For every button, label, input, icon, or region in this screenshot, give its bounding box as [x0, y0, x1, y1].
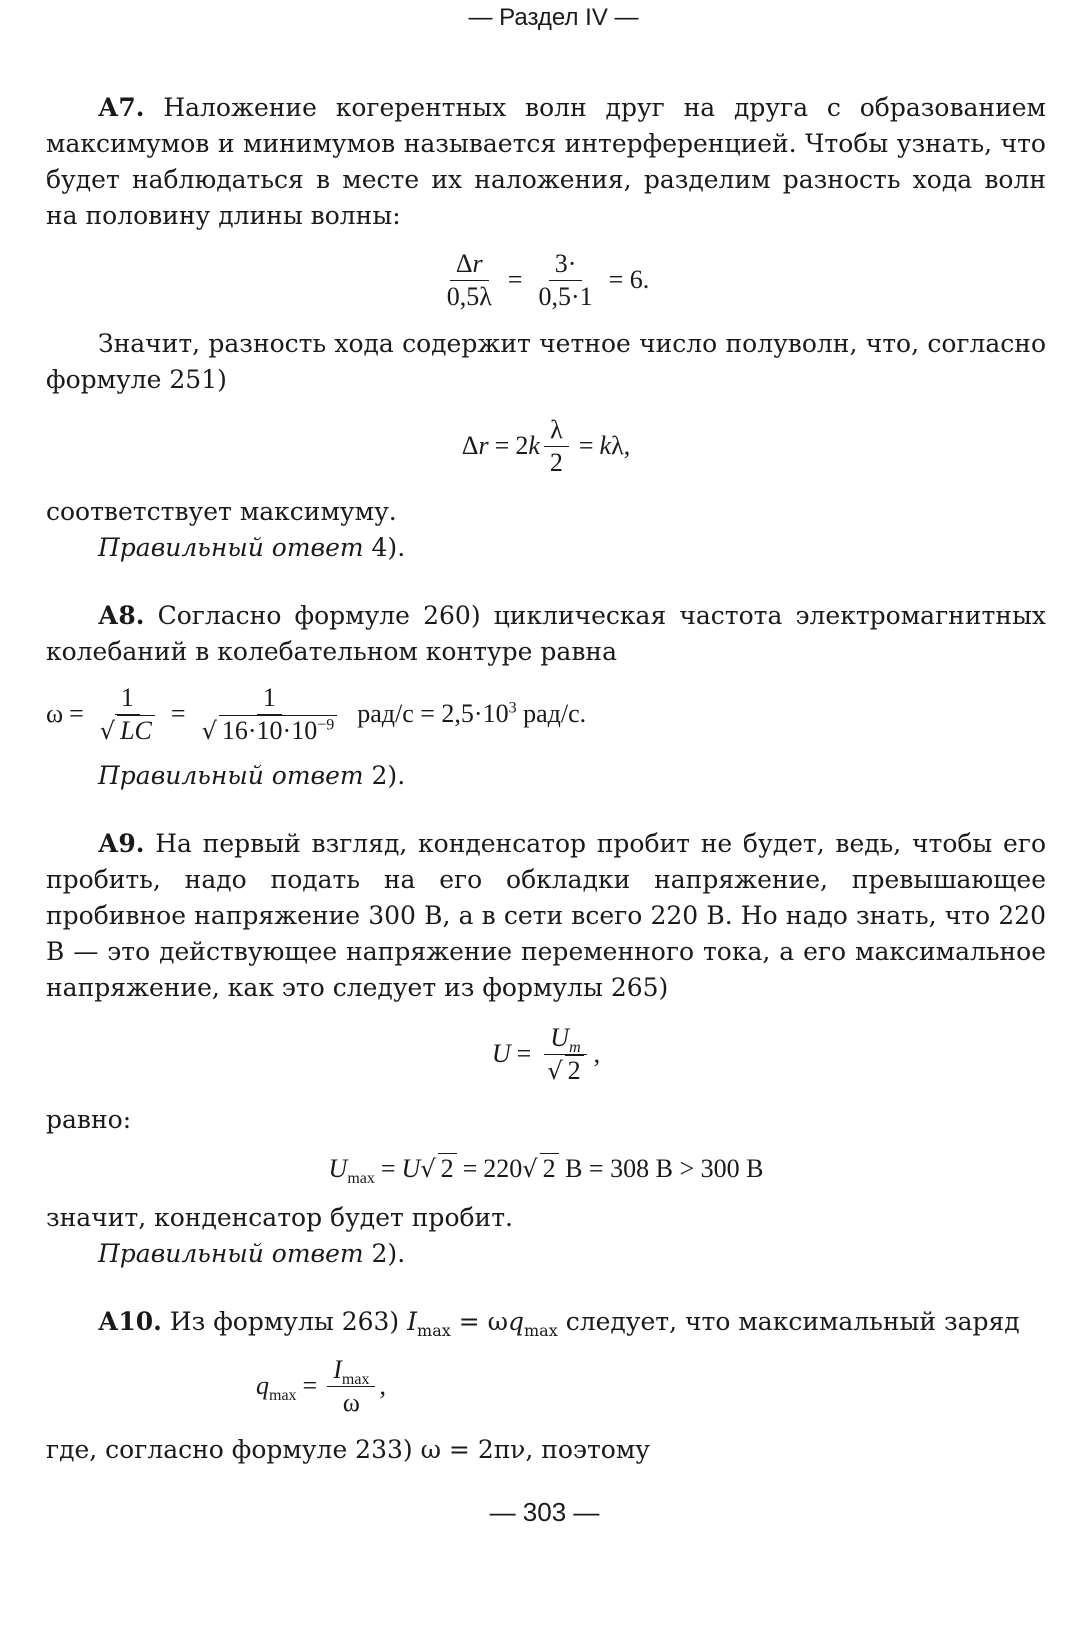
problem-a7-text2: Значит, разность хода содержит четное число полуволн, что, согласно формуле 251)	[46, 329, 1046, 394]
formula-a7-max: Δr = 2k $\frac{\lambda}{2}$ = kλ,	[461, 414, 631, 477]
answer-a9: Правильный ответ 2).	[98, 1239, 406, 1268]
page-number: — 303 —	[489, 1497, 600, 1527]
problem-a9-text: А9. На первый взгляд, конденсатор пробит не будет, ведь, чтобы его пробить, надо подать на его обкладки напряжение, превышающее пробивное напряжение 300 В, а в сети всего 220 В. Но надо знать, что 220 В — это действующее напряжение переменного тока, а его максимальное напряжение, как это следует из формулы 265)	[46, 829, 1046, 1002]
formula-a8-omega: ω = $\frac{1}{√ LC}$ = $\frac{1}{√ 16\cdot 10\cdot 10^{-9}}$ $рад/с = 2,5\cdot 10^3$ рад/с.	[46, 682, 587, 745]
problem-a10-text2: где, согласно формуле 233) ω = 2πν, поэтому	[46, 1435, 651, 1464]
problem-a9-text3: значит, конденсатор будет пробит.	[46, 1203, 513, 1232]
answer-a8: Правильный ответ 2).	[98, 761, 406, 790]
problem-a7-text3: соответствует максимуму.	[46, 497, 397, 526]
formula-a9-effective: U = $\frac{U_m}{√ 2}$ ,	[491, 1022, 601, 1085]
problem-a7-text: А7. Наложение когерентных волн друг на друга с образованием максимумов и минимумов называется интерференцией. Чтобы узнать, что будет наблюдаться в месте их наложения, разделим разность хода волн на половину длины волны:	[46, 93, 1046, 230]
page-body	[46, 90, 1046, 1468]
problem-a8-text: А8. Согласно формуле 260) циклическая частота электромагнитных колебаний в колебательном контуре равна	[46, 601, 1046, 666]
formula-a7-ratio: $\frac{\Delta r}{0,5\lambda}$ = $\frac{3\cdot}{0,5\cdot 1}$ = 6.	[446, 248, 650, 311]
answer-a7: Правильный ответ 4).	[98, 533, 406, 562]
problem-a9-text2: равно:	[46, 1105, 132, 1134]
section-header: — Раздел IV —	[468, 4, 639, 31]
problem-a10-text: А10. Из формулы 263) $I_{max} = \omega q_{max}$ следует, что максимальный заряд	[98, 1307, 1020, 1340]
formula-a9-umax: $U_{max}$ = U√ 2 = 220√ 2 В = 308 В > 300 В	[328, 1154, 764, 1188]
formula-a10-qmax: $q_{max}$ = $\frac{I_{max}}{\omega}$ ,	[256, 1354, 386, 1417]
